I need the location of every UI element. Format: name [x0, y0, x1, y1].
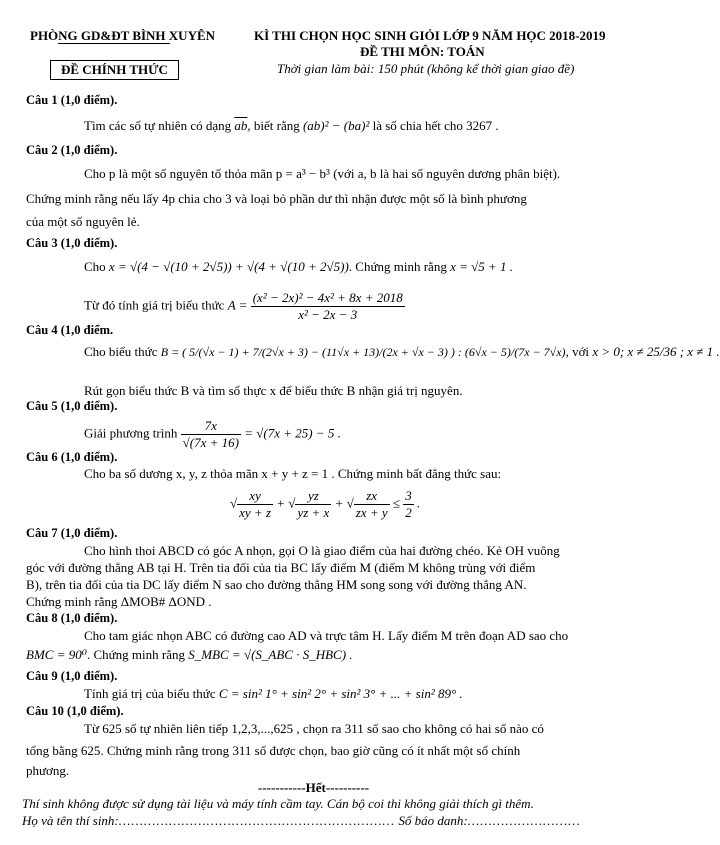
- sbd-label: Số báo danh:: [398, 813, 468, 828]
- footer-note: Thí sinh không được sử dụng tài liệu và máy tính cầm tay. Cán bộ coi thi không giải thích gì thêm.: [22, 796, 534, 811]
- q10-line2: tổng bằng 625. Chứng minh rằng trong 311 số được chọn, bao giờ cũng có ít nhất một số chính: [26, 743, 521, 758]
- q3-line2: Từ đó tính giá trị biểu thức A = $\frac{\text{(x² − 2x)² − 4x² + 8x + 2018}}{\text{x² − 2x − 3}}$: [84, 290, 403, 322]
- q6-line1: Cho ba số dương x, y, z thỏa mãn x + y + z = 1 . Chứng minh bất đẳng thức sau:: [84, 466, 502, 481]
- q2-title: Câu 2 (1,0 điểm).: [26, 143, 118, 157]
- q10-title: Câu 10 (1,0 điểm).: [26, 704, 124, 718]
- q2-line2: Chứng minh rằng nếu lấy 4p chia cho 3 và loại bỏ phần dư thì nhận được một số là bình phương: [26, 191, 527, 206]
- q8-title: Câu 8 (1,0 điểm).: [26, 611, 118, 625]
- q10-line1: Từ 625 số tự nhiên liên tiếp 1,2,3,...,625 , chọn ra 311 số sao cho không có hai số nào có: [84, 721, 544, 736]
- name-label: Họ và tên thí sinh:: [22, 813, 119, 828]
- q4-line1: Cho biểu thức B = ( 5/(√x − 1) + 7/(2√x + 3) − (11√x + 13)/(2x + √x − 3) ) : (6√x − 5)/(7x − 7√x), với x > 0; x ≠ 25/36 ; x ≠ 1 .: [84, 344, 720, 359]
- name-dots: …………………………………………………………: [118, 813, 396, 828]
- exam-title: KÌ THI CHỌN HỌC SINH GIỎI LỚP 9 NĂM HỌC 2018-2019: [254, 28, 606, 43]
- q1-body: Tìm các số tự nhiên có dạng $\overline{ab}$, biết rằng (ab)² − (ba)² là số chia hết cho 3267 .: [84, 118, 499, 133]
- q4-line2: Rút gọn biểu thức B và tìm số thực x để biểu thức B nhận giá trị nguyên.: [84, 383, 463, 398]
- office-underline: [58, 43, 170, 44]
- q7-line4: Chứng minh rằng ΔMOB# ΔOND .: [26, 594, 212, 609]
- q3-title: Câu 3 (1,0 điểm).: [26, 236, 118, 250]
- office-name: PHÒNG GD&ĐT BÌNH XUYÊN: [30, 28, 216, 43]
- q5-line1: Giải phương trình $\frac{7x}{√(7x + 16)}$ = √(7x + 25) − 5 .: [84, 418, 341, 450]
- q5-title: Câu 5 (1,0 điểm).: [26, 399, 118, 413]
- official-label: ĐỀ CHÍNH THỨC: [50, 60, 179, 80]
- q4-title: Câu 4 (1,0 điểm.: [26, 323, 114, 337]
- q6-inequality: √ $\frac{xy}{xy + z}$ + √ $\frac{yz}{yz + x}$ + √ $\frac{zx}{zx + y}$ ≤ $\frac{3}{2}$ .: [230, 488, 421, 520]
- q6-title: Câu 6 (1,0 điểm).: [26, 450, 118, 464]
- candidate-line: [22, 813, 581, 829]
- sbd-dots: ………………………: [467, 813, 581, 828]
- q2-line3: của một số nguyên lẻ.: [26, 214, 140, 229]
- q7-line3: B), trên tia đối của tia DC lấy điểm N sao cho đường thẳng HM song song với đường thẳng AN.: [26, 577, 527, 592]
- q9-line1: Tính giá trị của biểu thức C = sin² 1° + sin² 2° + sin² 3° + ... + sin² 89° .: [84, 686, 463, 701]
- q7-line2: góc với đường thẳng AB tại H. Trên tia đối của tia BC lấy điểm M (điểm M không trùng với điểm: [26, 560, 536, 575]
- q8-line1: Cho tam giác nhọn ABC có đường cao AD và trực tâm H. Lấy điểm M trên đoạn AD sao cho: [84, 628, 569, 643]
- q10-line3: phương.: [26, 763, 70, 778]
- q8-line2: BMC = 90⁰. Chứng minh rằng S_MBC = √(S_ABC · S_HBC) .: [26, 647, 353, 662]
- q2-line1: Cho p là một số nguyên tố thỏa mãn p = a³ − b³ (với a, b là hai số nguyên dương phân biệt).: [84, 166, 561, 181]
- exam-subject: ĐỀ THI MÔN: TOÁN: [360, 44, 485, 59]
- q7-line1: Cho hình thoi ABCD có góc A nhọn, gọi O là giao điểm của hai đường chéo. Kẻ OH vuông: [84, 543, 560, 558]
- q3-line1: Cho x = √(4 − √(10 + 2√5)) + √(4 + √(10 + 2√5)). Chứng minh rằng x = √5 + 1 .: [84, 259, 514, 274]
- q7-title: Câu 7 (1,0 điểm).: [26, 526, 118, 540]
- end-mark: -----------Hết----------: [258, 780, 370, 795]
- q1-title: Câu 1 (1,0 điểm).: [26, 93, 118, 107]
- q9-title: Câu 9 (1,0 điểm).: [26, 669, 118, 683]
- time-note: Thời gian làm bài: 150 phút (không kể thời gian giao đề): [277, 61, 575, 76]
